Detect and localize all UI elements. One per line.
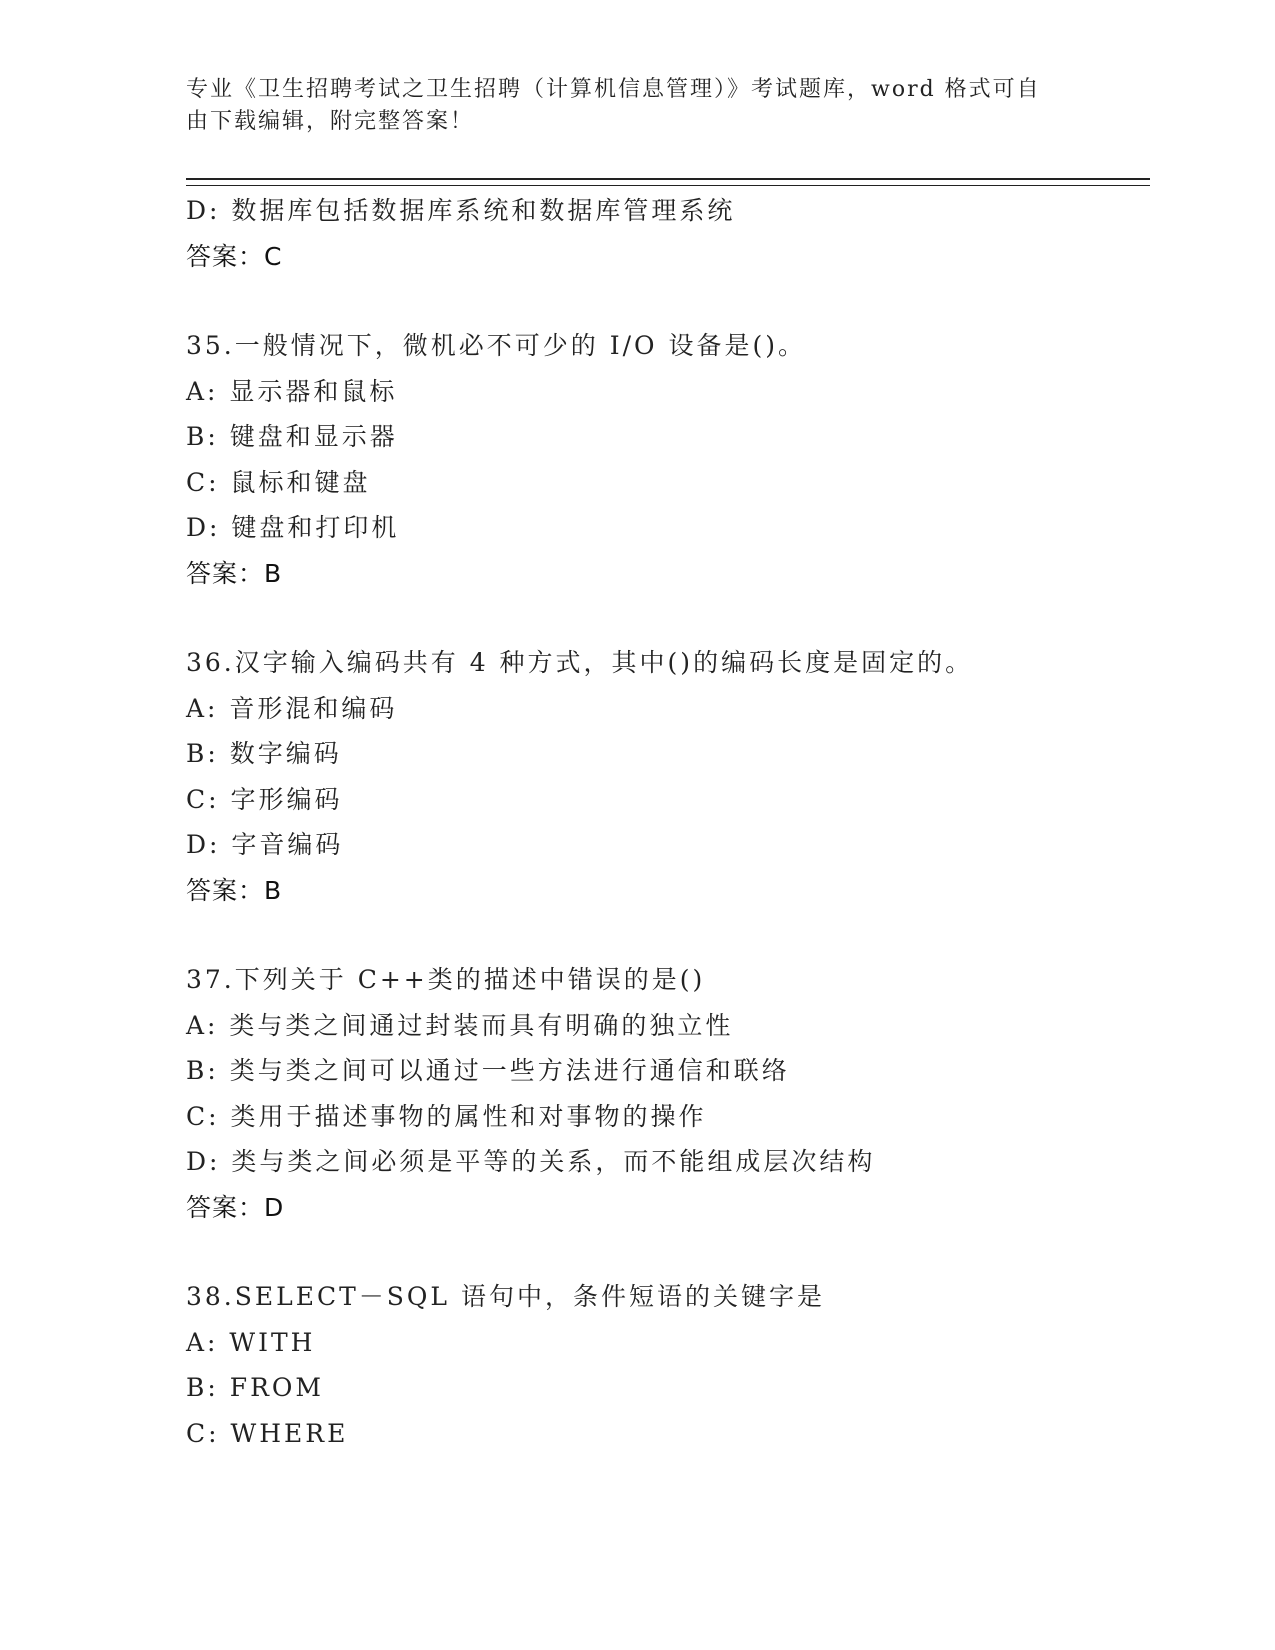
question-list [186, 188, 1166, 1456]
question-35 [186, 323, 1166, 596]
option-b: B: 数字编码 [186, 739, 342, 768]
answer-line: 答案：B [186, 875, 283, 905]
header-line-2: 由下载编辑，附完整答案！ [186, 109, 475, 134]
option-b: B: 键盘和显示器 [186, 422, 398, 451]
option-d: D: 类与类之间必须是平等的关系，而不能组成层次结构 [186, 1147, 876, 1176]
question-stem: 38.SELECT－SQL 语句中，条件短语的关键字是 [186, 1282, 825, 1311]
spacer [186, 1230, 1166, 1274]
option-c: C: 类用于描述事物的属性和对事物的操作 [186, 1101, 707, 1131]
answer-line: 答案：D [186, 1192, 285, 1222]
document-header [186, 74, 1066, 138]
question-stem: 37.下列关于 C++类的描述中错误的是() [186, 965, 706, 994]
question-36 [186, 640, 1166, 913]
header-divider [186, 178, 1150, 186]
option-a: A: 显示器和鼠标 [186, 376, 398, 406]
option-d: D: 键盘和打印机 [186, 513, 400, 542]
answer-line: 答案：C [186, 241, 283, 271]
option-a: A: 音形混和编码 [186, 693, 398, 723]
option-a: A: 类与类之间通过封装而具有明确的独立性 [186, 1010, 734, 1040]
question-stem: 36.汉字输入编码共有 4 种方式，其中()的编码长度是固定的。 [186, 648, 974, 677]
spacer [186, 913, 1166, 957]
question-stem: 35.一般情况下，微机必不可少的 I/O 设备是()。 [186, 331, 806, 360]
option-c: C: WHERE [186, 1418, 349, 1448]
carryover-block [186, 188, 1166, 279]
option-d: D: 字音编码 [186, 830, 344, 859]
option-d: D: 数据库包括数据库系统和数据库管理系统 [186, 196, 736, 225]
question-38 [186, 1274, 1166, 1456]
option-a: A: WITH [186, 1327, 316, 1357]
header-line-1: 专业《卫生招聘考试之卫生招聘（计算机信息管理）》考试题库，word 格式可自 [186, 77, 1041, 102]
spacer [186, 596, 1166, 640]
answer-line: 答案：B [186, 558, 283, 588]
spacer [186, 279, 1166, 323]
option-c: C: 字形编码 [186, 784, 343, 814]
question-37 [186, 957, 1166, 1230]
option-b: B: FROM [186, 1373, 325, 1402]
option-b: B: 类与类之间可以通过一些方法进行通信和联络 [186, 1056, 790, 1085]
option-c: C: 鼠标和键盘 [186, 467, 371, 497]
